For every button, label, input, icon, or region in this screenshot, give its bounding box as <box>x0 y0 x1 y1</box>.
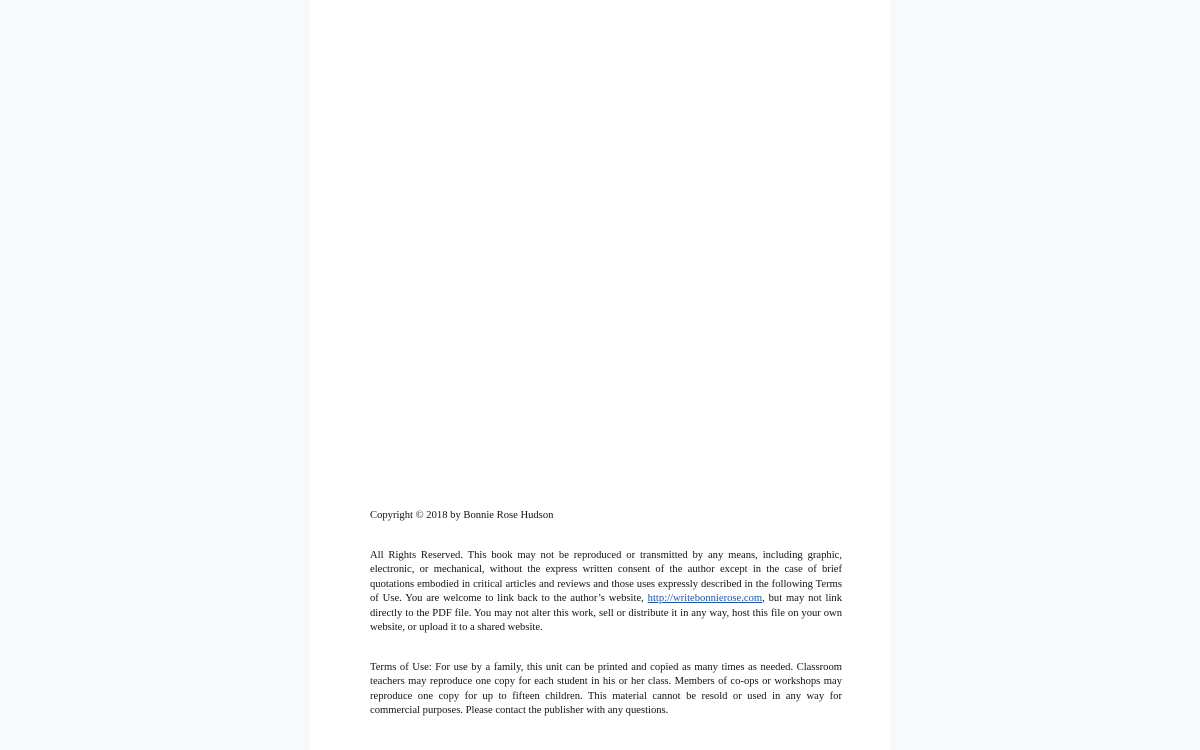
terms-of-use-paragraph: Terms of Use: For use by a family, this unit can be printed and copied as many times as needed. Classroom teachers may reproduce one copy for each student in his or her class. Members of co-ops or workshops may reproduce one copy for up to fifteen children. This material cannot be resold or used in any way for commercial purposes. Please contact the publisher with any questions. <box>370 662 842 717</box>
author-website-link[interactable]: http://writebonnierose.com <box>647 593 763 605</box>
document-page <box>310 0 890 750</box>
rights-text-after-link: , but may not link directly to the PDF file. You may not alter this work, sell or distribute it in any way, host this file on your own website, or upload it to a shared website. <box>370 593 842 634</box>
rights-paragraph <box>370 549 842 635</box>
copyright-notice: Copyright © 2018 by Bonnie Rose Hudson <box>370 510 554 521</box>
rights-text-before-link: All Rights Reserved. This book may not be reproduced or transmitted by any means, including graphic, electronic, or mechanical, without the express written consent of the author except in the case of brief quotations embodied in critical articles and reviews and those uses expressly described in the following Terms of Use. You are welcome to link back to the author’s website, <box>370 550 842 605</box>
